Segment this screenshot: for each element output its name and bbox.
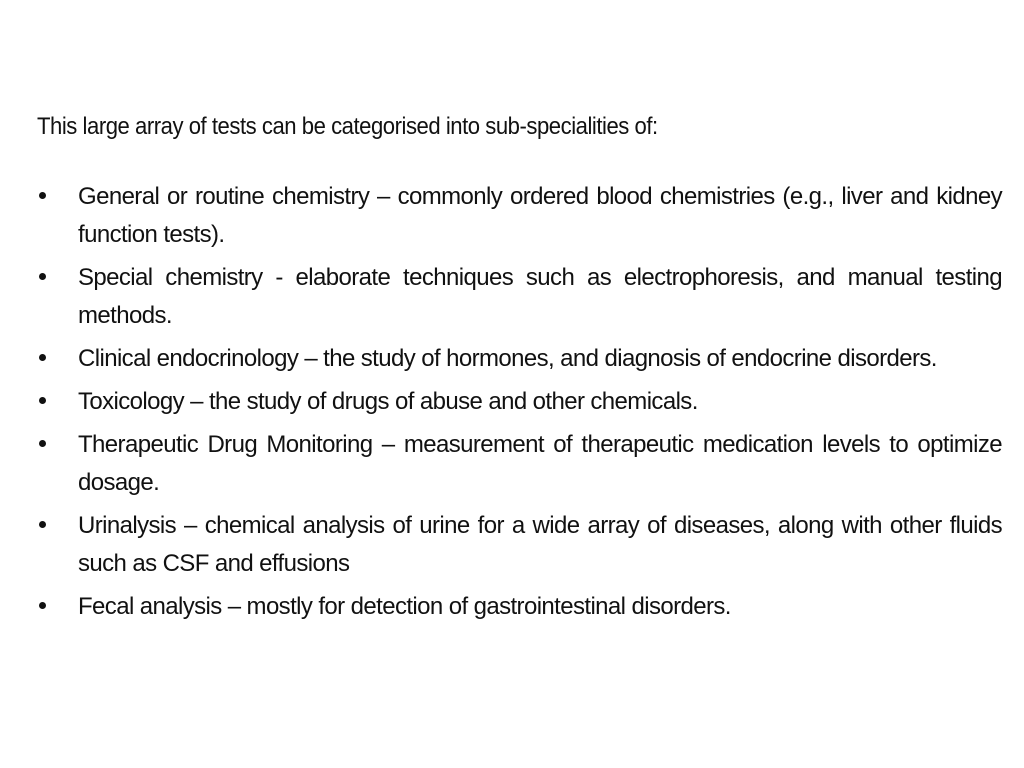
bullet-icon [39,192,46,199]
list-item-text: Special chemistry - elaborate techniques such as electrophoresis, and manual testing methods. [78,264,1002,329]
bullet-icon [39,440,46,447]
list-item [0,259,1024,335]
list-item [0,426,1024,502]
list-item-text: Fecal analysis – mostly for detection of gastrointestinal disorders. [78,593,731,620]
intro-text: This large array of tests can be categorised into sub-specialities of: [37,113,658,140]
bullet-icon [39,397,46,404]
list-item-text: General or routine chemistry – commonly ordered blood chemistries (e.g., liver and kidney function tests). [78,183,1002,248]
bullet-list [0,178,1024,631]
bullet-icon [39,273,46,280]
list-item [0,588,1024,626]
list-item-text: Urinalysis – chemical analysis of urine for a wide array of diseases, along with other fluids such as CSF and effusions [78,512,1002,577]
bullet-icon [39,354,46,361]
list-item [0,383,1024,421]
list-item [0,507,1024,583]
list-item-text: Clinical endocrinology – the study of hormones, and diagnosis of endocrine disorders. [78,345,937,372]
list-item [0,340,1024,378]
list-item-text: Toxicology – the study of drugs of abuse and other chemicals. [78,388,698,415]
bullet-icon [39,602,46,609]
bullet-icon [39,521,46,528]
list-item [0,178,1024,254]
list-item-text: Therapeutic Drug Monitoring – measurement of therapeutic medication levels to optimize dosage. [78,431,1002,496]
